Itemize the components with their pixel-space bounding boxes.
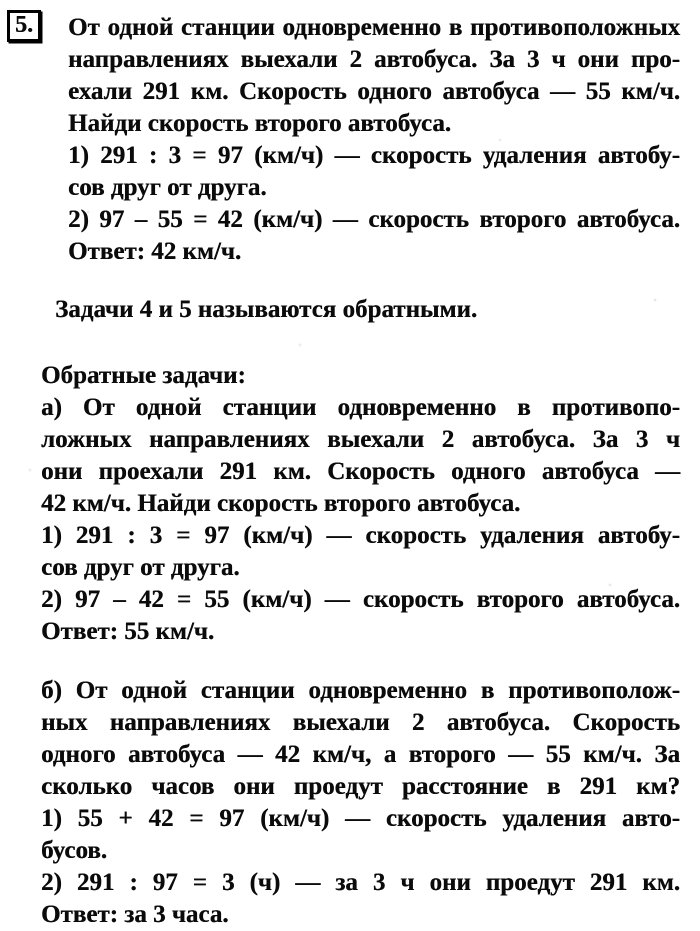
text-line: сколько часов они проедут расстояние в 291 км? [41,773,680,800]
text-line: ных направлениях выехали 2 автобуса. Скорость [41,709,680,736]
text-line: сов друг от друга. [41,554,240,581]
text-line: они проехали 291 км. Скорость одного автобуса — [41,458,680,485]
text-line: сов друг от друга. [68,174,267,201]
problem-number-box [7,10,41,42]
text-line: бусов. [41,837,108,864]
text-line: одного автобуса — 42 км/ч, а второго — 55 км/ч. За [41,741,680,768]
text-line: направлениях выехали 2 автобуса. За 3 ч они про- [68,46,680,73]
text-line: Ответ: 55 км/ч. [41,618,215,645]
text-line: 2) 291 : 97 = 3 (ч) — за 3 ч они проедут 291 км. [41,869,680,896]
text-line: ложных направлениях выехали 2 автобуса. За 3 ч [41,426,680,453]
text-line: 2) 97 – 55 = 42 (км/ч) — скорость второго автобуса. [68,206,680,233]
text-line: ехали 291 км. Скорость одного автобуса — 55 км/ч. [68,78,680,105]
inverse-tasks-header: Обратные задачи: [41,362,246,389]
text-line: 1) 55 + 42 = 97 (км/ч) — скорость удаления авто- [41,805,680,832]
inverse-task-a [41,392,680,648]
inverse-note: Задачи 4 и 5 называются обратными. [55,296,478,323]
inverse-task-b [41,675,680,931]
text-line: Найди скорость второго автобуса. [68,110,452,137]
text-line: 42 км/ч. Найди скорость второго автобуса. [41,490,521,517]
text-line: Ответ: 42 км/ч. [68,238,242,265]
text-line: 2) 97 – 42 = 55 (км/ч) — скорость второго автобуса. [41,586,680,613]
text-line: б) От одной станции одновременно в противополож- [41,677,680,704]
text-line: 1) 291 : 3 = 97 (км/ч) — скорость удаления автобу- [41,522,680,549]
text-line: Ответ: за 3 часа. [41,901,229,928]
text-line: От одной станции одновременно в противоположных [68,14,680,41]
text-line: 1) 291 : 3 = 97 (км/ч) — скорость удаления автобу- [68,142,680,169]
text-line: а) От одной станции одновременно в противопо- [41,394,680,421]
problem-number: 5. [15,12,33,38]
problem-statement-and-solution [68,12,680,268]
